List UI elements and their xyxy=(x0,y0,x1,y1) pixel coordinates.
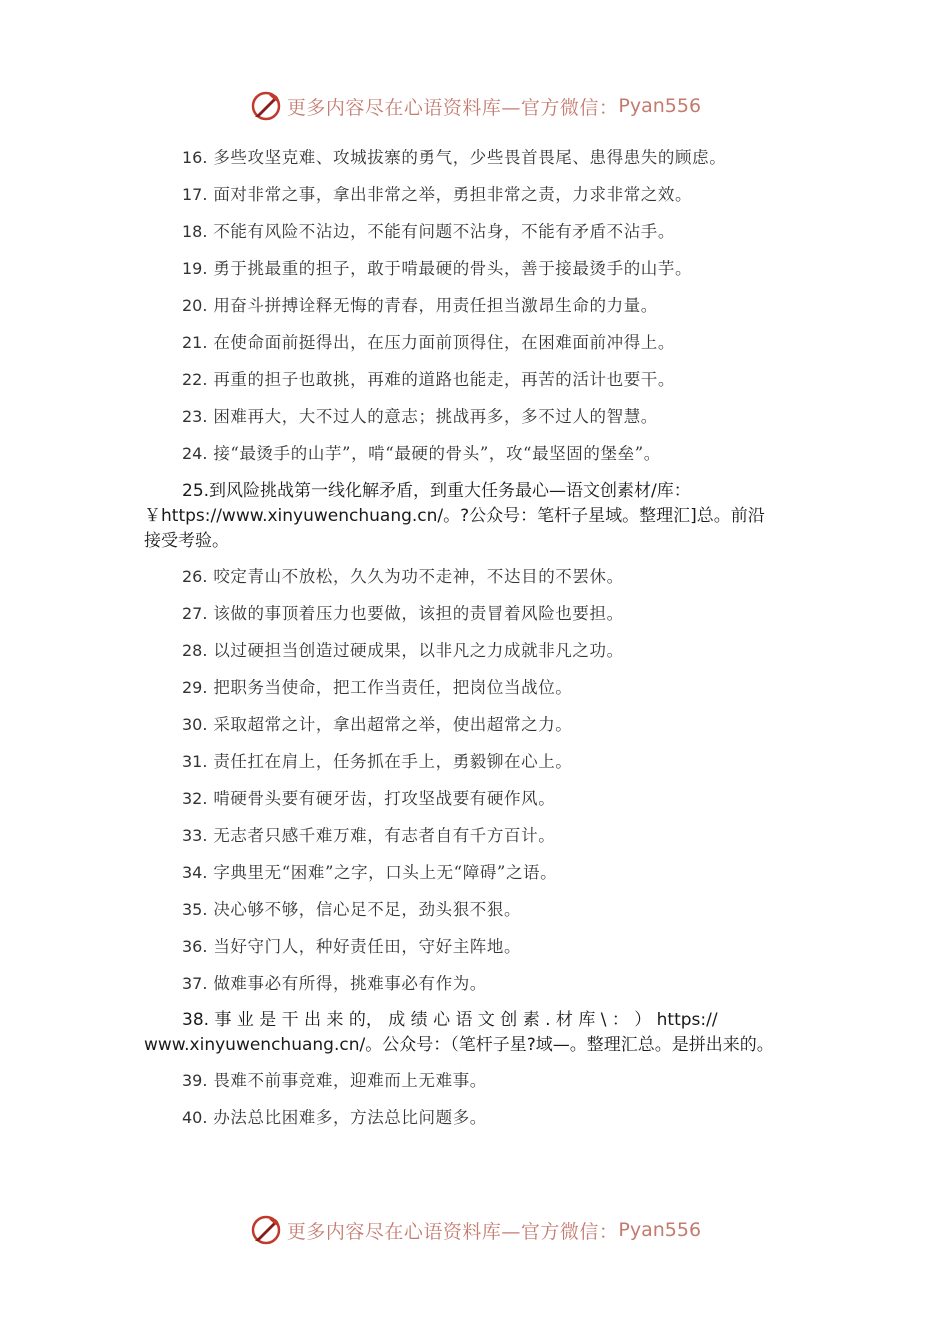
item-number: 21. xyxy=(182,333,208,352)
list-item xyxy=(182,641,624,661)
item-number: 39. xyxy=(182,1071,208,1090)
banner-text: 更多内容尽在心语资料库—官方微信： xyxy=(286,1220,619,1243)
list-item xyxy=(182,974,487,994)
item-text: 把职务当使命，把工作当责任，把岗位当战位。 xyxy=(213,678,573,697)
item-text: 决心够不够，信心足不足，劲头狠不狠。 xyxy=(213,900,522,919)
list-item xyxy=(182,937,521,957)
item-number: 29. xyxy=(182,678,208,697)
item-text: 采取超常之计，拿出超常之举，使出超常之力。 xyxy=(213,715,573,734)
item-text: 面对非常之事，拿出非常之举，勇担非常之责，力求非常之效。 xyxy=(213,185,693,204)
item-text: 字典里无“困难”之字，口头上无“障碍”之语。 xyxy=(213,863,558,882)
quill-logo-icon xyxy=(249,1213,283,1247)
item-number: 26. xyxy=(182,567,208,586)
item-text: 啃硬骨头要有硬牙齿，打攻坚战要有硬作风。 xyxy=(213,789,556,808)
item-number: 25. xyxy=(182,481,210,501)
item-number: 23. xyxy=(182,407,208,426)
item-text: 接“最烫手的山芋”，啃“最硬的骨头”，攻“最坚固的堡垒”。 xyxy=(213,444,661,463)
item-number: 34. xyxy=(182,863,208,882)
list-item xyxy=(182,444,661,464)
paragraph-line: 到风险挑战第一线化解矛盾，到重大任务最心—语文创素材/库： xyxy=(209,481,691,501)
list-item xyxy=(182,567,624,587)
item-text: 责任扛在肩上，任务抓在手上，勇毅铆在心上。 xyxy=(213,752,573,771)
paragraph-25 xyxy=(144,479,808,554)
list-item xyxy=(182,296,658,316)
item-number: 17. xyxy=(182,185,208,204)
paragraph-38 xyxy=(144,1008,808,1058)
list-item xyxy=(182,148,726,168)
list-item xyxy=(182,604,624,624)
item-text: 在使命面前挺得出，在压力面前顶得住，在困难面前冲得上。 xyxy=(213,333,676,352)
item-number: 35. xyxy=(182,900,208,919)
item-text: 多些攻坚克难、攻城拔寨的勇气，少些畏首畏尾、患得患失的顾虑。 xyxy=(213,148,727,167)
item-number: 19. xyxy=(182,259,208,278)
item-text: 不能有风险不沾边，不能有问题不沾身，不能有矛盾不沾手。 xyxy=(213,222,676,241)
list-item xyxy=(182,1071,487,1091)
list-item xyxy=(182,259,692,279)
header-banner xyxy=(0,86,950,126)
list-item xyxy=(182,185,692,205)
item-number: 28. xyxy=(182,641,208,660)
item-text: 勇于挑最重的担子，敢于啃最硬的骨头，善于接最烫手的山芋。 xyxy=(213,259,693,278)
item-text: 困难再大，大不过人的意志；挑战再多，多不过人的智慧。 xyxy=(213,407,658,426)
item-number: 22. xyxy=(182,370,208,389)
item-number: 33. xyxy=(182,826,208,845)
list-item xyxy=(182,826,555,846)
footer-banner xyxy=(0,1210,950,1250)
item-number: 31. xyxy=(182,752,208,771)
item-text: 办法总比困难多，方法总比问题多。 xyxy=(213,1108,487,1127)
list-item xyxy=(182,370,675,390)
item-text: 咬定青山不放松，久久为功不走神，不达目的不罢休。 xyxy=(213,567,624,586)
list-item xyxy=(182,752,572,772)
item-text: 当好守门人，种好责任田，守好主阵地。 xyxy=(213,937,522,956)
list-item xyxy=(182,863,557,883)
paragraph-line: 事 业 是 干 出 来 的， 成 绩 心 语 文 创 素 . 材 库 \ ： ） https:// xyxy=(214,1010,718,1030)
item-number: 20. xyxy=(182,296,208,315)
list-item xyxy=(182,789,555,809)
item-number: 38. xyxy=(182,1010,210,1030)
item-text: 做难事必有所得，挑难事必有作为。 xyxy=(213,974,487,993)
item-number: 24. xyxy=(182,444,208,463)
list-item xyxy=(182,1108,487,1128)
quill-logo-icon xyxy=(249,89,283,123)
paragraph-line: 接受考验。 xyxy=(144,531,229,551)
item-text: 以过硬担当创造过硬成果，以非凡之力成就非凡之功。 xyxy=(213,641,624,660)
item-text: 再重的担子也敢挑，再难的道路也能走，再苦的活计也要干。 xyxy=(213,370,676,389)
banner-wechat-id: Pyan556 xyxy=(618,95,702,117)
item-number: 16. xyxy=(182,148,208,167)
list-item xyxy=(182,715,572,735)
item-number: 37. xyxy=(182,974,208,993)
item-number: 36. xyxy=(182,937,208,956)
item-text: 用奋斗拼搏诠释无悔的青春，用责任担当激昂生命的力量。 xyxy=(213,296,658,315)
list-item xyxy=(182,407,658,427)
list-item xyxy=(182,900,521,920)
item-number: 30. xyxy=(182,715,208,734)
item-number: 27. xyxy=(182,604,208,623)
list-item xyxy=(182,678,572,698)
item-number: 18. xyxy=(182,222,208,241)
paragraph-line: ￥https://www.xinyuwenchuang.cn/。?公众号：笔杆子星域。整理汇]总。前沿 xyxy=(144,506,765,526)
item-text: 畏难不前事竞难，迎难而上无难事。 xyxy=(213,1071,487,1090)
item-text: 无志者只感千难万难，有志者自有千方百计。 xyxy=(213,826,556,845)
item-text: 该做的事顶着压力也要做，该担的责冒着风险也要担。 xyxy=(213,604,624,623)
banner-wechat-id: Pyan556 xyxy=(618,1219,702,1241)
paragraph-line: www.xinyuwenchuang.cn/。公众号：（笔杆子星?域—。整理汇总。是拼出来的。 xyxy=(144,1035,774,1055)
list-item xyxy=(182,222,675,242)
list-item xyxy=(182,333,675,353)
banner-text: 更多内容尽在心语资料库—官方微信： xyxy=(286,96,619,119)
item-number: 40. xyxy=(182,1108,208,1127)
item-number: 32. xyxy=(182,789,208,808)
